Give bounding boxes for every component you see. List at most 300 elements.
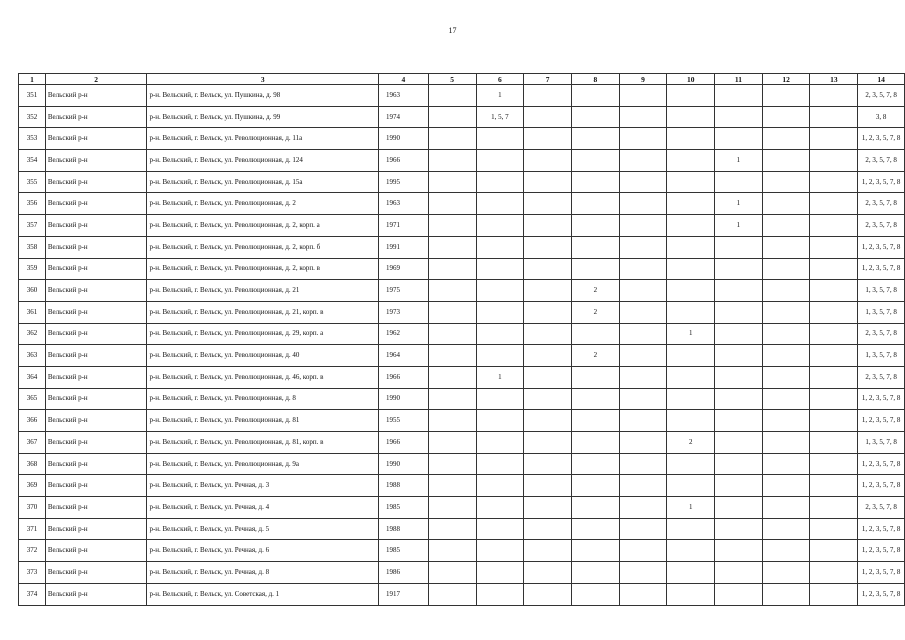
- table-row: [19, 150, 905, 172]
- table-cell-col-3: р-н. Вельский, г. Вельск, ул. Революционная, д. 15а: [147, 171, 379, 193]
- table-cell-col-6: [476, 128, 524, 150]
- table-cell-col-12: [762, 85, 810, 107]
- table-cell-col-14: 2, 3, 5, 7, 8: [858, 323, 905, 345]
- table-cell-col-13: [810, 475, 858, 497]
- table-cell-col-5: [428, 475, 476, 497]
- table-cell-col-5: [428, 497, 476, 519]
- table-cell-col-6: 1: [476, 366, 524, 388]
- table-cell-col-4: 1995: [379, 171, 429, 193]
- table-cell-col-5: [428, 410, 476, 432]
- table-row: [19, 171, 905, 193]
- table-cell-col-7: [524, 453, 572, 475]
- table-cell-col-12: [762, 475, 810, 497]
- table-cell-col-3: р-н. Вельский, г. Вельск, ул. Речная, д. 6: [147, 540, 379, 562]
- table-cell-col-6: [476, 345, 524, 367]
- table-cell-col-2: Вельский р-н: [45, 410, 147, 432]
- table-cell-col-5: [428, 215, 476, 237]
- column-header-9: 9: [619, 74, 667, 85]
- table-cell-col-2: Вельский р-н: [45, 475, 147, 497]
- table-cell-col-1: 362: [19, 323, 46, 345]
- table-cell-col-6: [476, 497, 524, 519]
- table-cell-col-6: 1, 5, 7: [476, 106, 524, 128]
- table-cell-col-2: Вельский р-н: [45, 453, 147, 475]
- table-cell-col-10: [667, 236, 715, 258]
- table-cell-col-1: 366: [19, 410, 46, 432]
- table-cell-col-11: [715, 301, 763, 323]
- table-row: [19, 280, 905, 302]
- table-cell-col-3: р-н. Вельский, г. Вельск, ул. Революционная, д. 8: [147, 388, 379, 410]
- table-cell-col-8: [571, 410, 619, 432]
- table-cell-col-6: [476, 540, 524, 562]
- table-cell-col-2: Вельский р-н: [45, 85, 147, 107]
- table-cell-col-9: [619, 540, 667, 562]
- column-header-1: 1: [19, 74, 46, 85]
- table-cell-col-1: 364: [19, 366, 46, 388]
- table-cell-col-8: [571, 323, 619, 345]
- table-row: [19, 301, 905, 323]
- table-cell-col-1: 372: [19, 540, 46, 562]
- table-cell-col-2: Вельский р-н: [45, 171, 147, 193]
- table-cell-col-7: [524, 345, 572, 367]
- table-cell-col-11: [715, 106, 763, 128]
- table-cell-col-7: [524, 432, 572, 454]
- table-cell-col-5: [428, 193, 476, 215]
- table-cell-col-6: [476, 280, 524, 302]
- table-cell-col-5: [428, 171, 476, 193]
- table-row: [19, 497, 905, 519]
- table-cell-col-5: [428, 236, 476, 258]
- table-cell-col-4: 1917: [379, 583, 429, 605]
- table-cell-col-1: 371: [19, 518, 46, 540]
- table-row: [19, 562, 905, 584]
- table-cell-col-5: [428, 518, 476, 540]
- table-cell-col-2: Вельский р-н: [45, 236, 147, 258]
- table-cell-col-5: [428, 562, 476, 584]
- table-cell-col-3: р-н. Вельский, г. Вельск, ул. Революционная, д. 2: [147, 193, 379, 215]
- table-cell-col-12: [762, 301, 810, 323]
- table-cell-col-4: 1975: [379, 280, 429, 302]
- table-cell-col-11: [715, 388, 763, 410]
- table-cell-col-12: [762, 410, 810, 432]
- table-cell-col-8: [571, 453, 619, 475]
- table-cell-col-13: [810, 453, 858, 475]
- table-cell-col-11: [715, 583, 763, 605]
- table-cell-col-13: [810, 150, 858, 172]
- table-cell-col-14: 1, 3, 5, 7, 8: [858, 280, 905, 302]
- table-cell-col-12: [762, 497, 810, 519]
- table-cell-col-1: 369: [19, 475, 46, 497]
- table-cell-col-14: 1, 2, 3, 5, 7, 8: [858, 583, 905, 605]
- table-cell-col-6: [476, 583, 524, 605]
- table-cell-col-5: [428, 258, 476, 280]
- table-cell-col-3: р-н. Вельский, г. Вельск, ул. Пушкина, д. 99: [147, 106, 379, 128]
- table-cell-col-2: Вельский р-н: [45, 366, 147, 388]
- table-cell-col-13: [810, 366, 858, 388]
- table-cell-col-9: [619, 85, 667, 107]
- table-cell-col-9: [619, 236, 667, 258]
- table-cell-col-1: 367: [19, 432, 46, 454]
- table-cell-col-8: [571, 497, 619, 519]
- table-cell-col-7: [524, 215, 572, 237]
- table-cell-col-10: [667, 128, 715, 150]
- table-row: [19, 106, 905, 128]
- table-row: [19, 366, 905, 388]
- table-cell-col-5: [428, 280, 476, 302]
- table-cell-col-9: [619, 193, 667, 215]
- table-cell-col-6: [476, 193, 524, 215]
- table-cell-col-10: [667, 280, 715, 302]
- column-header-3: 3: [147, 74, 379, 85]
- table-cell-col-8: 2: [571, 345, 619, 367]
- table-cell-col-6: [476, 388, 524, 410]
- table-cell-col-3: р-н. Вельский, г. Вельск, ул. Революционная, д. 46, корп. в: [147, 366, 379, 388]
- table-cell-col-9: [619, 323, 667, 345]
- table-cell-col-4: 1971: [379, 215, 429, 237]
- table-cell-col-14: 1, 3, 5, 7, 8: [858, 345, 905, 367]
- table-cell-col-8: [571, 85, 619, 107]
- table-cell-col-9: [619, 171, 667, 193]
- table-cell-col-13: [810, 345, 858, 367]
- table-cell-col-13: [810, 518, 858, 540]
- table-cell-col-13: [810, 323, 858, 345]
- table-cell-col-11: [715, 475, 763, 497]
- table-cell-col-4: 1990: [379, 453, 429, 475]
- table-cell-col-11: [715, 540, 763, 562]
- table-cell-col-1: 373: [19, 562, 46, 584]
- table-cell-col-7: [524, 301, 572, 323]
- table-cell-col-6: [476, 215, 524, 237]
- table-cell-col-11: [715, 280, 763, 302]
- table-cell-col-13: [810, 301, 858, 323]
- table-cell-col-7: [524, 323, 572, 345]
- table-cell-col-3: р-н. Вельский, г. Вельск, ул. Революционная, д. 2, корп. в: [147, 258, 379, 280]
- column-header-7: 7: [524, 74, 572, 85]
- table-cell-col-1: 358: [19, 236, 46, 258]
- table-cell-col-13: [810, 171, 858, 193]
- column-header-8: 8: [571, 74, 619, 85]
- table-cell-col-2: Вельский р-н: [45, 280, 147, 302]
- table-cell-col-8: [571, 215, 619, 237]
- table-cell-col-14: 1, 2, 3, 5, 7, 8: [858, 388, 905, 410]
- table-cell-col-6: [476, 301, 524, 323]
- table-cell-col-3: р-н. Вельский, г. Вельск, ул. Революционная, д. 40: [147, 345, 379, 367]
- table-cell-col-13: [810, 280, 858, 302]
- table-cell-col-1: 370: [19, 497, 46, 519]
- table-cell-col-7: [524, 236, 572, 258]
- table-cell-col-1: 352: [19, 106, 46, 128]
- column-header-11: 11: [715, 74, 763, 85]
- table-cell-col-1: 351: [19, 85, 46, 107]
- table-row: [19, 193, 905, 215]
- table-cell-col-7: [524, 583, 572, 605]
- table-cell-col-4: 1988: [379, 475, 429, 497]
- table-cell-col-10: [667, 388, 715, 410]
- table-cell-col-4: 1985: [379, 540, 429, 562]
- table-cell-col-11: [715, 236, 763, 258]
- table-cell-col-1: 354: [19, 150, 46, 172]
- table-cell-col-11: [715, 518, 763, 540]
- table-cell-col-11: [715, 128, 763, 150]
- column-header-10: 10: [667, 74, 715, 85]
- table-cell-col-8: [571, 432, 619, 454]
- table-cell-col-2: Вельский р-н: [45, 345, 147, 367]
- table-cell-col-14: 1, 2, 3, 5, 7, 8: [858, 518, 905, 540]
- table-cell-col-2: Вельский р-н: [45, 128, 147, 150]
- table-cell-col-5: [428, 128, 476, 150]
- table-cell-col-4: 1955: [379, 410, 429, 432]
- table-cell-col-3: р-н. Вельский, г. Вельск, ул. Пушкина, д. 98: [147, 85, 379, 107]
- table-cell-col-12: [762, 193, 810, 215]
- table-cell-col-6: 1: [476, 85, 524, 107]
- table-cell-col-1: 353: [19, 128, 46, 150]
- table-cell-col-4: 1973: [379, 301, 429, 323]
- table-cell-col-10: 1: [667, 497, 715, 519]
- table-cell-col-9: [619, 106, 667, 128]
- table-cell-col-1: 356: [19, 193, 46, 215]
- table-cell-col-13: [810, 128, 858, 150]
- table-cell-col-4: 1988: [379, 518, 429, 540]
- table-cell-col-14: 1, 2, 3, 5, 7, 8: [858, 562, 905, 584]
- table-cell-col-4: 1966: [379, 432, 429, 454]
- table-cell-col-7: [524, 475, 572, 497]
- table-cell-col-8: [571, 193, 619, 215]
- table-cell-col-11: [715, 562, 763, 584]
- table-cell-col-11: [715, 171, 763, 193]
- table-cell-col-10: [667, 345, 715, 367]
- table-cell-col-5: [428, 453, 476, 475]
- table-cell-col-7: [524, 128, 572, 150]
- table-cell-col-5: [428, 388, 476, 410]
- table-row: [19, 432, 905, 454]
- table-cell-col-4: 1986: [379, 562, 429, 584]
- table-cell-col-6: [476, 518, 524, 540]
- table-cell-col-13: [810, 258, 858, 280]
- table-cell-col-8: [571, 236, 619, 258]
- table-row: [19, 388, 905, 410]
- table-cell-col-12: [762, 562, 810, 584]
- table-cell-col-4: 1990: [379, 388, 429, 410]
- table-cell-col-11: [715, 366, 763, 388]
- table-cell-col-12: [762, 171, 810, 193]
- column-header-5: 5: [428, 74, 476, 85]
- table-cell-col-2: Вельский р-н: [45, 540, 147, 562]
- table-cell-col-8: [571, 562, 619, 584]
- table-cell-col-10: [667, 453, 715, 475]
- column-header-14: 14: [858, 74, 905, 85]
- table-cell-col-9: [619, 128, 667, 150]
- column-header-13: 13: [810, 74, 858, 85]
- table-cell-col-1: 361: [19, 301, 46, 323]
- page-number: 17: [448, 26, 457, 35]
- table-cell-col-6: [476, 475, 524, 497]
- table-cell-col-10: [667, 475, 715, 497]
- table-cell-col-9: [619, 258, 667, 280]
- column-header-12: 12: [762, 74, 810, 85]
- table-cell-col-4: 1991: [379, 236, 429, 258]
- table-cell-col-4: 1963: [379, 193, 429, 215]
- table-cell-col-7: [524, 258, 572, 280]
- table-cell-col-7: [524, 366, 572, 388]
- table-cell-col-13: [810, 432, 858, 454]
- table-cell-col-7: [524, 171, 572, 193]
- table-cell-col-12: [762, 388, 810, 410]
- table-cell-col-3: р-н. Вельский, г. Вельск, ул. Революционная, д. 81, корп. в: [147, 432, 379, 454]
- table-cell-col-6: [476, 562, 524, 584]
- table-cell-col-3: р-н. Вельский, г. Вельск, ул. Революционная, д. 29, корп. а: [147, 323, 379, 345]
- table-cell-col-9: [619, 497, 667, 519]
- table-cell-col-1: 365: [19, 388, 46, 410]
- table-cell-col-8: 2: [571, 301, 619, 323]
- table-cell-col-8: [571, 518, 619, 540]
- table-cell-col-10: [667, 562, 715, 584]
- table-cell-col-5: [428, 345, 476, 367]
- table-cell-col-1: 355: [19, 171, 46, 193]
- table-cell-col-3: р-н. Вельский, г. Вельск, ул. Революционная, д. 21, корп. в: [147, 301, 379, 323]
- table-cell-col-7: [524, 497, 572, 519]
- table-cell-col-2: Вельский р-н: [45, 388, 147, 410]
- table-cell-col-9: [619, 345, 667, 367]
- table-cell-col-12: [762, 236, 810, 258]
- table-cell-col-4: 1985: [379, 497, 429, 519]
- table-cell-col-9: [619, 366, 667, 388]
- table-cell-col-14: 2, 3, 5, 7, 8: [858, 497, 905, 519]
- table-cell-col-7: [524, 540, 572, 562]
- table-cell-col-2: Вельский р-н: [45, 518, 147, 540]
- table-cell-col-2: Вельский р-н: [45, 432, 147, 454]
- table-cell-col-10: [667, 215, 715, 237]
- table-cell-col-9: [619, 583, 667, 605]
- table-cell-col-3: р-н. Вельский, г. Вельск, ул. Революционная, д. 11а: [147, 128, 379, 150]
- table-cell-col-5: [428, 583, 476, 605]
- table-cell-col-12: [762, 150, 810, 172]
- table-cell-col-3: р-н. Вельский, г. Вельск, ул. Революционная, д. 21: [147, 280, 379, 302]
- table-cell-col-14: 1, 3, 5, 7, 8: [858, 432, 905, 454]
- table-cell-col-9: [619, 475, 667, 497]
- table-cell-col-3: р-н. Вельский, г. Вельск, ул. Революционная, д. 2, корп. а: [147, 215, 379, 237]
- table-cell-col-3: р-н. Вельский, г. Вельск, ул. Революционная, д. 9а: [147, 453, 379, 475]
- table-cell-col-13: [810, 497, 858, 519]
- table-cell-col-6: [476, 410, 524, 432]
- table-cell-col-7: [524, 562, 572, 584]
- table-cell-col-7: [524, 280, 572, 302]
- table-cell-col-10: [667, 583, 715, 605]
- table-cell-col-12: [762, 323, 810, 345]
- table-cell-col-5: [428, 106, 476, 128]
- table-cell-col-10: [667, 366, 715, 388]
- table-row: [19, 410, 905, 432]
- table-cell-col-9: [619, 410, 667, 432]
- table-cell-col-1: 357: [19, 215, 46, 237]
- table-cell-col-1: 360: [19, 280, 46, 302]
- table-cell-col-10: [667, 85, 715, 107]
- table-cell-col-9: [619, 280, 667, 302]
- table-cell-col-6: [476, 453, 524, 475]
- table-cell-col-2: Вельский р-н: [45, 258, 147, 280]
- table-cell-col-6: [476, 258, 524, 280]
- table-cell-col-13: [810, 193, 858, 215]
- table-row: [19, 453, 905, 475]
- table-cell-col-7: [524, 410, 572, 432]
- table-cell-col-7: [524, 85, 572, 107]
- table-cell-col-8: 2: [571, 280, 619, 302]
- table-cell-col-12: [762, 583, 810, 605]
- table-cell-col-14: 2, 3, 5, 7, 8: [858, 85, 905, 107]
- table-cell-col-10: [667, 106, 715, 128]
- table-cell-col-3: р-н. Вельский, г. Вельск, ул. Революционная, д. 124: [147, 150, 379, 172]
- table-cell-col-8: [571, 583, 619, 605]
- table-cell-col-13: [810, 388, 858, 410]
- table-cell-col-13: [810, 85, 858, 107]
- table-cell-col-11: [715, 453, 763, 475]
- table-cell-col-4: 1974: [379, 106, 429, 128]
- table-cell-col-14: 1, 2, 3, 5, 7, 8: [858, 236, 905, 258]
- table-cell-col-2: Вельский р-н: [45, 215, 147, 237]
- table-cell-col-7: [524, 106, 572, 128]
- table-cell-col-8: [571, 150, 619, 172]
- table-cell-col-10: [667, 171, 715, 193]
- table-cell-col-6: [476, 236, 524, 258]
- table-cell-col-10: 1: [667, 323, 715, 345]
- table-cell-col-13: [810, 410, 858, 432]
- table-cell-col-6: [476, 432, 524, 454]
- data-table: [18, 73, 905, 606]
- table-header-row: [19, 74, 905, 85]
- table-cell-col-14: 1, 2, 3, 5, 7, 8: [858, 453, 905, 475]
- table-cell-col-12: [762, 453, 810, 475]
- table-cell-col-12: [762, 106, 810, 128]
- table-cell-col-4: 1990: [379, 128, 429, 150]
- table-cell-col-3: р-н. Вельский, г. Вельск, ул. Советская, д. 1: [147, 583, 379, 605]
- table-cell-col-8: [571, 258, 619, 280]
- table-cell-col-9: [619, 562, 667, 584]
- table-cell-col-8: [571, 540, 619, 562]
- table-cell-col-2: Вельский р-н: [45, 562, 147, 584]
- table-cell-col-14: 1, 2, 3, 5, 7, 8: [858, 128, 905, 150]
- table-cell-col-14: 2, 3, 5, 7, 8: [858, 150, 905, 172]
- table-cell-col-13: [810, 106, 858, 128]
- table-cell-col-14: 2, 3, 5, 7, 8: [858, 215, 905, 237]
- column-header-4: 4: [379, 74, 429, 85]
- table-cell-col-6: [476, 171, 524, 193]
- table-cell-col-10: [667, 258, 715, 280]
- table-cell-col-4: 1962: [379, 323, 429, 345]
- table-cell-col-14: 1, 2, 3, 5, 7, 8: [858, 258, 905, 280]
- table-cell-col-7: [524, 150, 572, 172]
- table-cell-col-5: [428, 366, 476, 388]
- table-row: [19, 345, 905, 367]
- table-cell-col-5: [428, 432, 476, 454]
- table-cell-col-12: [762, 432, 810, 454]
- table-cell-col-10: [667, 150, 715, 172]
- table-row: [19, 518, 905, 540]
- table-cell-col-8: [571, 388, 619, 410]
- table-cell-col-5: [428, 540, 476, 562]
- table-cell-col-5: [428, 323, 476, 345]
- table-cell-col-4: 1963: [379, 85, 429, 107]
- table-cell-col-3: р-н. Вельский, г. Вельск, ул. Революционная, д. 2, корп. б: [147, 236, 379, 258]
- table-row: [19, 85, 905, 107]
- table-cell-col-7: [524, 193, 572, 215]
- table-cell-col-9: [619, 432, 667, 454]
- table-cell-col-2: Вельский р-н: [45, 583, 147, 605]
- table-cell-col-13: [810, 562, 858, 584]
- table-cell-col-8: [571, 475, 619, 497]
- table-cell-col-9: [619, 301, 667, 323]
- table-cell-col-2: Вельский р-н: [45, 497, 147, 519]
- table-cell-col-1: 359: [19, 258, 46, 280]
- table-cell-col-6: [476, 150, 524, 172]
- table-cell-col-11: 1: [715, 215, 763, 237]
